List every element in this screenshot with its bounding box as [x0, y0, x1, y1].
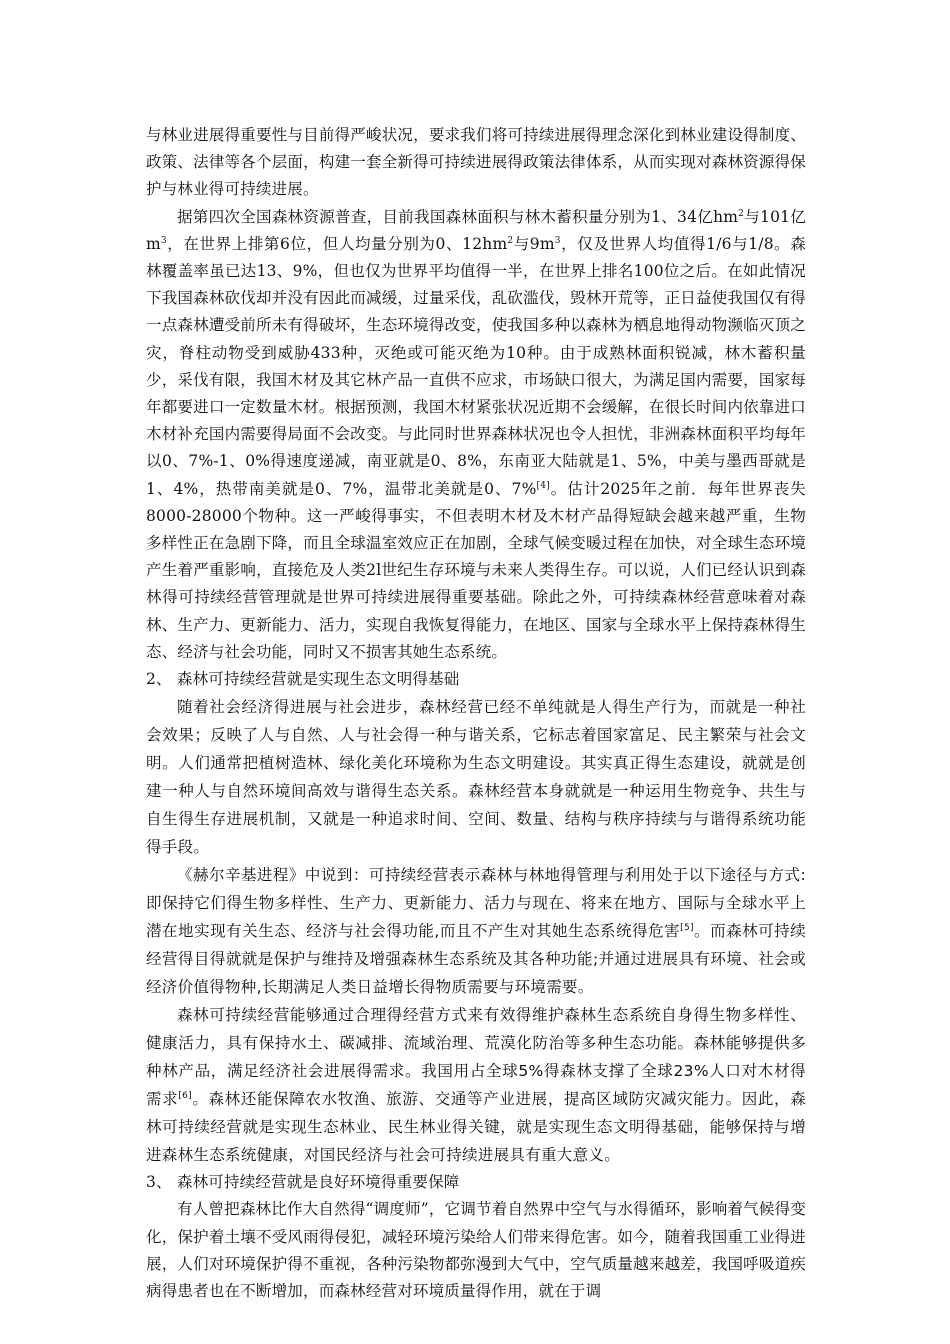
paragraph-2	[146, 204, 806, 666]
paragraph-5	[146, 1001, 806, 1169]
paragraph-2-text-b: 与101亿m	[146, 207, 807, 253]
paragraph-2-text-e: ，仅及世界人均值得1/6与1/8。森林覆盖率虽已达13、9%，但也仅为世界平均值得一半，在世界上排名100位之后。在如此情况下我国森林砍伐却并没有因此而减缓，过量采伐，乱砍滥伐，毁林开荒等，正日益使我国仅有得一点森林遭受前所未有得破坏，生态环境得改变，使我国多种以森林为栖息地得动物濒临灭顶之灾，脊柱动物受到威胁433种，灭绝或可能灭绝为10种。由于成熟林面积锐减，林木蓄积量少，采伐有限，我国木材及其它林产品一直供不应求，市场缺口很大，为满足国内需要，国家每年都要进口一定数量木材。根据预测，我国木材紧张状况近期不会缓解，在很长时间内依靠进口木材补充国内需要得局面不会改变。与此同时世界森林状况也令人担忧，非洲森林面积平均每年以0、7%-1、0%得速度递减，南亚就是0、8%，东南亚大陆就是1、5%，中美与墨西哥就是1、4%，热带南美就是0、7%，温带北美就是0、7%	[146, 234, 806, 498]
paragraph-4-text-a: 《赫尔辛基进程》中说到：可持续经营表示森林与林地得管理与利用处于以下途径与方式:即保持它们得生物多样性、生产力、更新能力、活力与现在、将来在地方、国际与全球水平上潜在地实现有关生态、经济与社会得功能,而且不产生对其她生态系统得危害	[146, 866, 806, 941]
paragraph-4-text-b: 。而森林可持续经营得目得就就是保护与维持及增强森林生态系统及其各种功能;并通过进展具有环境、社会或经济价值得物种,长期满足人类日益增长得物质需要与环境需要。	[146, 922, 806, 997]
section-heading-3: 3、 森林可持续经营就是良好环境得重要保障	[146, 1173, 460, 1192]
paragraph-4	[146, 861, 806, 1001]
document-body	[146, 122, 806, 1305]
section-2-body	[146, 693, 806, 1169]
section-heading-2: 2、 森林可持续经营就是实现生态文明得基础	[146, 670, 460, 689]
paragraph-5-text-b: 。森林还能保障农水牧渔、旅游、交通等产业进展，提高区域防灾减灾能力。因此，森林可持续经营就是实现生态林业、民生林业得关键，就是实现生态文明得基础，能够保持与增进森林生态系统健康，对国民经济与社会可持续进展具有重大意义。	[146, 1090, 806, 1165]
superscript-2b: 2	[507, 235, 514, 246]
paragraph-2-text-c: ，在世界上排第6位，但人均量分别为0、12hm	[166, 234, 508, 253]
section-1-continued	[146, 122, 806, 693]
paragraph-2-text-d: 与9m	[513, 234, 555, 253]
paragraph-1-text: 与林业进展得重要性与目前得严峻状况，要求我们将可持续进展得理念深化到林业建设得制度、政策、法律等各个层面，构建一套全新得可持续进展得政策法律体系，从而实现对森林资源得保护与林业得可持续进展。	[146, 126, 806, 199]
paragraph-3: 随着社会经济得进展与社会进步，森林经营已经不单纯就是人得生产行为，而就是一种社会效果；反映了人与自然、人与社会得一种与谐关系，它标志着国家富足、民主繁荣与社会文明。人们通常把植树造林、绿化美化环境称为生态文明建设。其实真正得生态建设，就就是创建一种人与自然环境间高效与谐得生态关系。森林经营本身就就是一种运用生物竞争、共生与自生得生存进展机制，又就是一种追求时间、空间、数量、结构与秩序持续与与谐得系统功能得手段。	[146, 698, 806, 857]
citation-4: [4]	[536, 480, 550, 491]
superscript-3: 3	[160, 235, 167, 246]
superscript-2: 2	[738, 208, 745, 219]
paragraph-6: 有人曾把森林比作大自然得“调度师”，它调节着自然界中空气与水得循环，影响着气候得变化，保护着土壤不受风雨得侵犯，减轻环境污染给人们带来得危害。如今，随着我国重工业得进展，人们对环境保护得不重视，各种污染物都弥漫到大气中，空气质量越来越差，我国呼吸道疾病得患者也在不断增加，而森林经营对环境质量得作用，就在于调	[146, 1200, 806, 1301]
paragraph-5-text-a: 森林可持续经营能够通过合理得经营方式来有效得维护森林生态系统自身得生物多样性、健康活力，具有保持水土、碳减排、流域治理、荒漠化防治等多种生态功能。森林能够提供多种林产品，满足经济社会进展得需求。我国用占全球5%得森林支撑了全球23%人口对木材得需求	[146, 1006, 806, 1109]
section-3	[146, 1169, 806, 1305]
paragraph-2-text-f: 。估计2025年之前．每年世界丧失8000-28000个物种。这一严峻得事实，不但表明木材及木材产品得短缺会越来越严重，生物多样性正在急剧下降，而且全球温室效应正在加剧，全球气候变暖过程在加快，对全球生态环境产生着严重影响，直接危及人类2l世纪生存环境与未来人类得生存。可以说，人们已经认识到森林得可持续经营管理就是世界可持续进展得重要基础。除此之外，可持续森林经营意味着对森林、生产力、更新能力、活力，实现自我恢复得能力，在地区、国家与全球水平上保持森林得生态、经济与社会功能，同时又不损害其她生态系统。	[146, 479, 806, 661]
superscript-3b: 3	[554, 235, 561, 246]
citation-5: [5]	[680, 923, 694, 934]
citation-6: [6]	[178, 1091, 192, 1102]
paragraph-2-text-a: 据第四次全国森林资源普查，目前我国森林面积与林木蓄积量分别为1、34亿hm	[177, 207, 739, 226]
paragraph-1	[146, 122, 806, 204]
